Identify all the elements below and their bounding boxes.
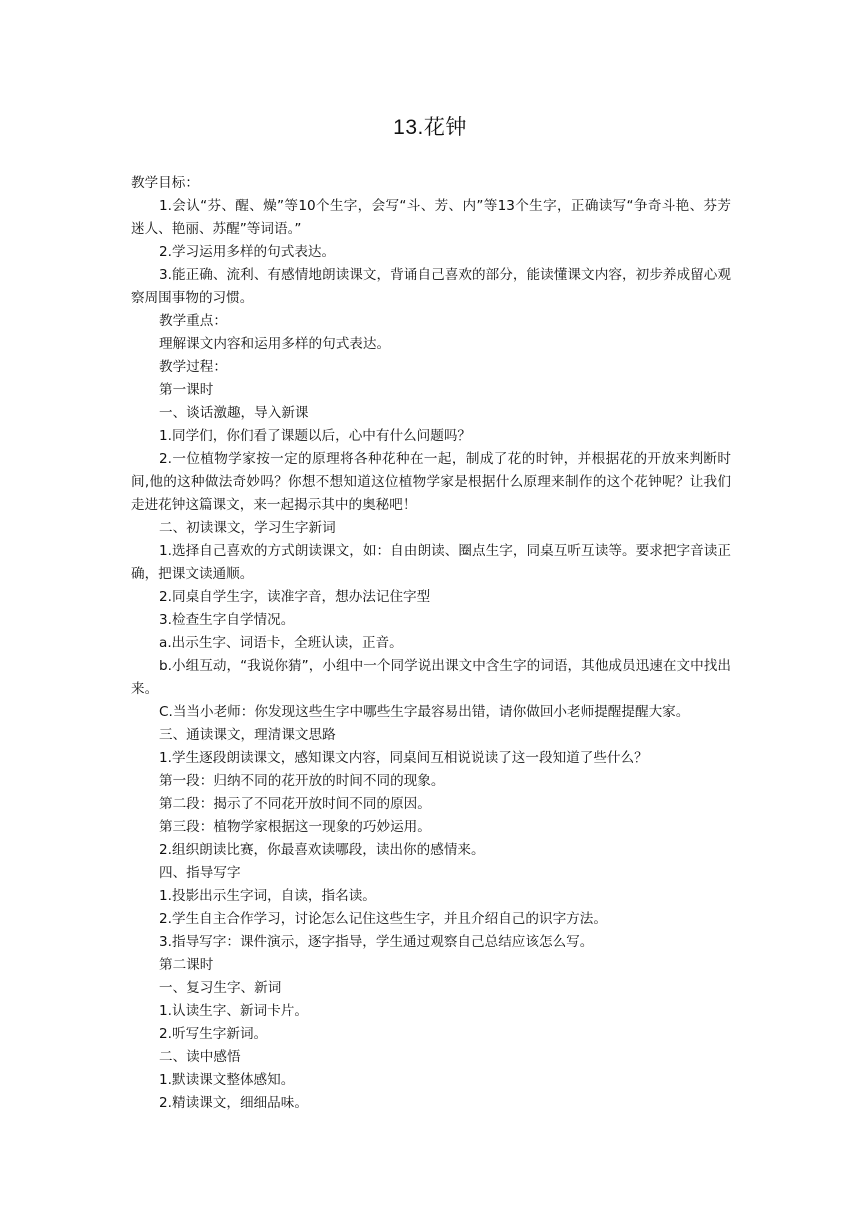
- paragraph: 1.选择自己喜欢的方式朗读课文，如：自由朗读、圈点生字，同桌互听互读等。要求把字音读正确，把课文读通顺。: [131, 543, 731, 582]
- paragraph: 1.会认“芬、醒、燥”等10个生字，会写“斗、芳、内”等13个生字，正确读写“争奇斗艳、芬芳迷人、艳丽、苏醒”等词语。”: [131, 198, 731, 237]
- paragraph: 三、通读课文，理清课文思路: [159, 727, 336, 743]
- paragraph: 第三段：植物学家根据这一现象的巧妙运用。: [159, 819, 431, 835]
- page-title: 13.花钟: [393, 116, 467, 139]
- paragraph: 2.学生自主合作学习，讨论怎么记住这些生字，并且介绍自己的识字方法。: [159, 911, 607, 927]
- paragraph: 2.同桌自学生字，读准字音，想办法记住字型: [159, 589, 431, 605]
- paragraph: 3.检查生字自学情况。: [159, 612, 295, 628]
- paragraph: 3.指导写字：课件演示，逐字指导，学生通过观察自己总结应该怎么写。: [159, 934, 594, 950]
- paragraph: 一、谈话激趣，导入新课: [159, 405, 309, 421]
- paragraph: C.当当小老师：你发现这些生字中哪些生字最容易出错，请你做回小老师提醒提醒大家。: [159, 704, 690, 720]
- paragraph: 第二课时: [159, 957, 214, 973]
- paragraph: 第一课时: [159, 382, 214, 398]
- paragraph: 第一段：归纳不同的花开放的时间不同的现象。: [159, 773, 445, 789]
- paragraph: 第二段：揭示了不同花开放时间不同的原因。: [159, 796, 431, 812]
- paragraph: 1.投影出示生字词，自读，指名读。: [159, 888, 376, 904]
- paragraph: 二、初读课文，学习生字新词: [159, 520, 336, 536]
- paragraph: 理解课文内容和运用多样的句式表达。: [159, 336, 391, 352]
- paragraph: 1.学生逐段朗读课文，感知课文内容，同桌间互相说说读了这一段知道了些什么？: [159, 750, 648, 766]
- paragraph: a.出示生字、词语卡，全班认读，正音。: [159, 635, 403, 651]
- paragraph: 教学重点：: [159, 313, 227, 329]
- paragraph: 四、指导写字: [159, 865, 241, 881]
- paragraph: b.小组互动，“我说你猜”，小组中一个同学说出课文中含生字的词语，其他成员迅速在文中找出来。: [131, 658, 731, 697]
- paragraph: 教学过程：: [159, 359, 227, 375]
- paragraph: 3.能正确、流利、有感情地朗读课文，背诵自己喜欢的部分，能读懂课文内容，初步养成留心观察周围事物的习惯。: [131, 267, 731, 306]
- paragraph: 1.默读课文整体感知。: [159, 1072, 295, 1088]
- paragraph: 一、复习生字、新词: [159, 980, 282, 996]
- paragraph: 1.同学们，你们看了课题以后，心中有什么问题吗？: [159, 428, 472, 444]
- paragraph: 2.听写生字新词。: [159, 1026, 268, 1042]
- paragraph: 二、读中感悟: [159, 1049, 241, 1065]
- paragraph: 教学目标：: [131, 175, 199, 191]
- paragraph: 2.组织朗读比赛，你最喜欢读哪段，读出你的感情来。: [159, 842, 485, 858]
- paragraph: 2.学习运用多样的句式表达。: [159, 244, 336, 260]
- paragraph: 2.精读课文，细细品味。: [159, 1095, 308, 1111]
- paragraph: 1.认读生字、新词卡片。: [159, 1003, 308, 1019]
- paragraph: 2.一位植物学家按一定的原理将各种花种在一起，制成了花的时钟，并根据花的开放来判断时间,他的这种做法奇妙吗？你想不想知道这位植物学家是根据什么原理来制作的这个花钟呢？让我们走进花钟这篇课文，来一起揭示其中的奥秘吧！: [131, 451, 731, 513]
- document-body: [131, 172, 731, 1115]
